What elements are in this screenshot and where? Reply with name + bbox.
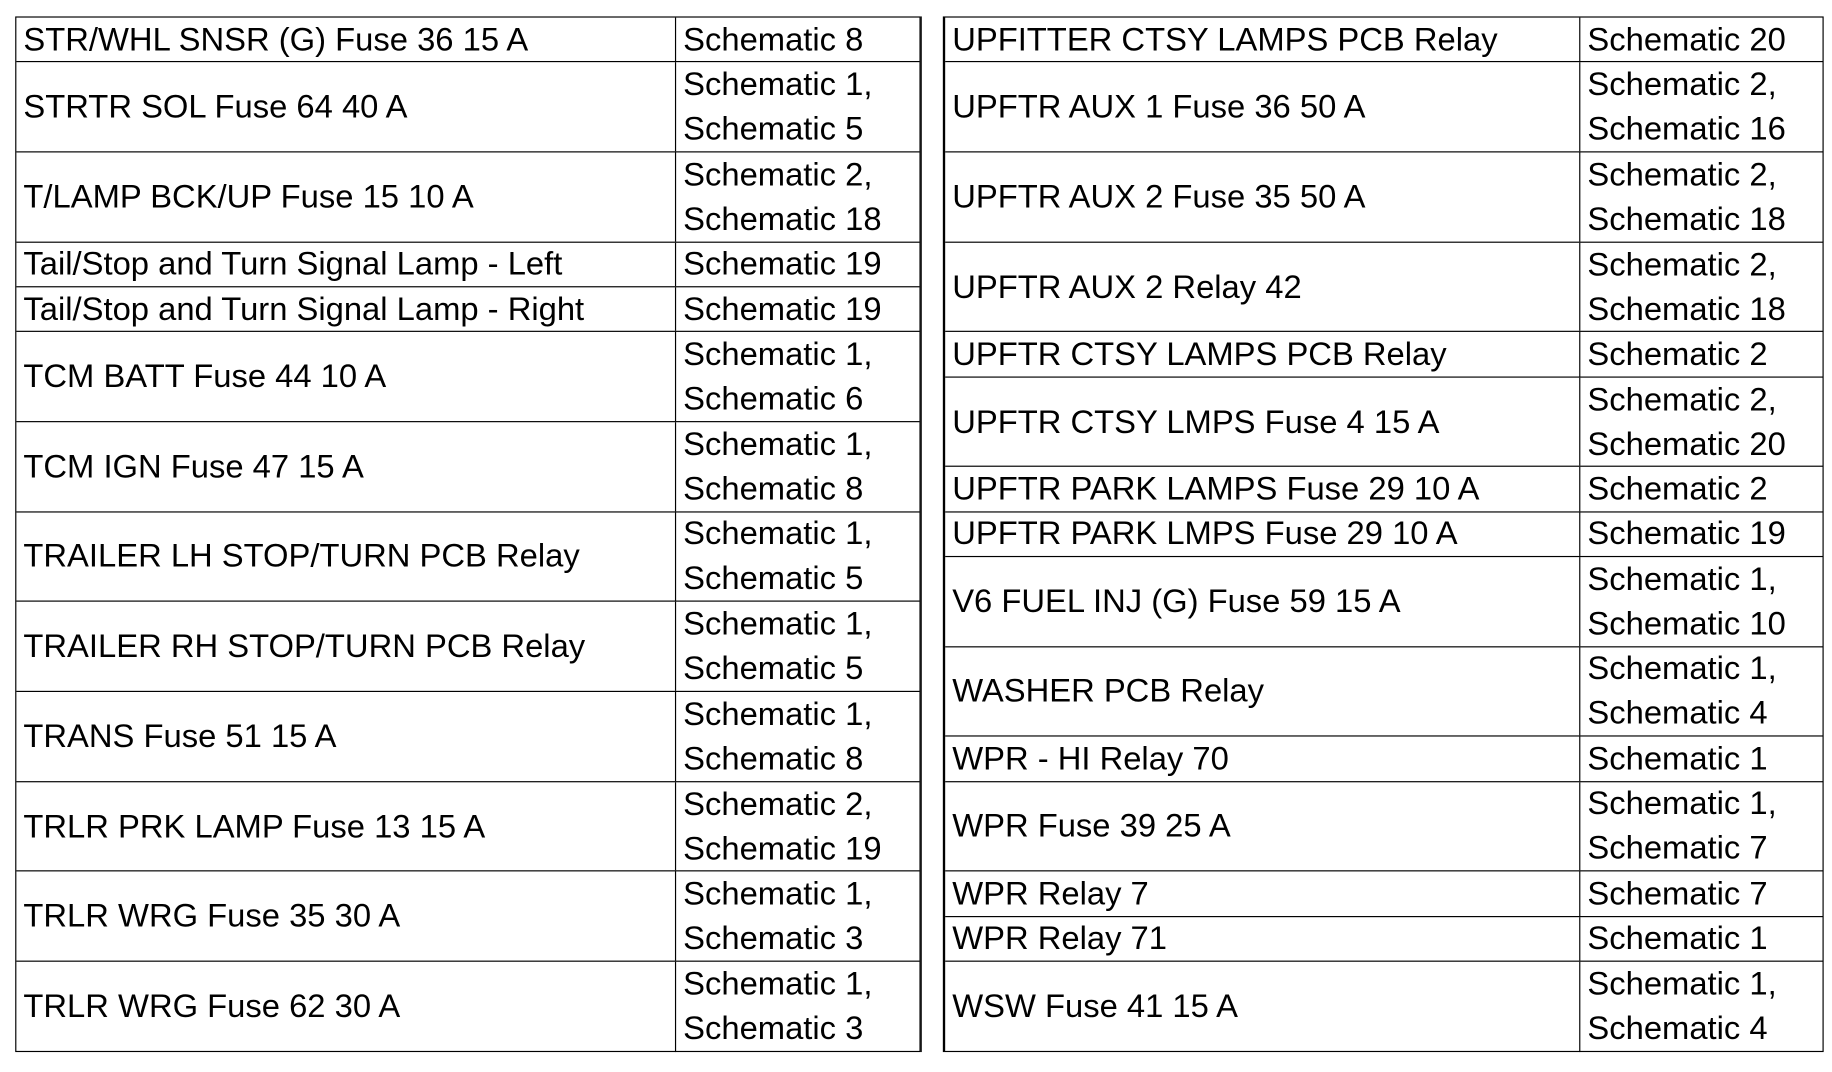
schematic-reference-line: Schematic 19 [683, 290, 882, 327]
table-row [16, 422, 919, 512]
schematic-reference-cell [1580, 782, 1822, 871]
schematic-reference-cell [1580, 512, 1822, 556]
component-name-cell: TRLR WRG Fuse 62 30 A [16, 962, 676, 1052]
schematic-reference-cell [1580, 872, 1822, 916]
component-name-cell: UPFTR AUX 2 Relay 42 [945, 242, 1580, 331]
schematic-reference-line: Schematic 7 [1587, 874, 1768, 912]
schematic-reference-line: Schematic 7 [1587, 829, 1768, 867]
schematic-reference-line: Schematic 1, [1587, 650, 1777, 687]
schematic-reference-cell [1580, 152, 1822, 241]
schematic-reference-line: Schematic 16 [1587, 110, 1786, 147]
component-name-cell: UPFTR AUX 1 Fuse 36 50 A [945, 63, 1580, 152]
component-name-cell: V6 FUEL INJ (G) Fuse 59 15 A [945, 557, 1580, 646]
schematic-reference-cell [676, 872, 919, 961]
schematic-reference-cell [1580, 63, 1822, 152]
schematic-reference-cell [1580, 962, 1822, 1052]
table-row [945, 512, 1822, 557]
schematic-reference-cell [676, 63, 919, 152]
table-row [945, 737, 1822, 782]
table-row [945, 872, 1822, 917]
column-divider-left [921, 16, 922, 1052]
table-row [945, 18, 1822, 63]
schematic-reference-cell [1580, 18, 1822, 62]
schematic-reference-line: Schematic 19 [683, 829, 882, 867]
table-row [16, 512, 919, 602]
table-row [945, 467, 1822, 512]
schematic-reference-line: Schematic 2, [1587, 245, 1777, 283]
schematic-reference-line: Schematic 19 [683, 245, 882, 282]
table-row [16, 18, 919, 63]
schematic-reference-line: Schematic 1 [1587, 740, 1768, 777]
table-row [945, 242, 1822, 332]
table-row [945, 377, 1822, 467]
schematic-reference-cell [1580, 557, 1822, 646]
component-name-cell: TCM BATT Fuse 44 10 A [16, 332, 676, 421]
schematic-reference-line: Schematic 2 [1587, 470, 1768, 507]
schematic-reference-cell [676, 18, 919, 62]
schematic-reference-cell [676, 422, 919, 511]
schematic-reference-cell [676, 332, 919, 421]
schematic-reference-cell [676, 962, 919, 1052]
schematic-reference-line: Schematic 5 [683, 649, 864, 687]
schematic-reference-line: Schematic 1 [1587, 919, 1768, 957]
table-row [945, 332, 1822, 377]
schematic-reference-line: Schematic 18 [683, 200, 882, 237]
component-name-cell: UPFTR PARK LMPS Fuse 29 10 A [945, 512, 1580, 556]
schematic-reference-cell [676, 242, 919, 286]
component-name-cell: STR/WHL SNSR (G) Fuse 36 15 A [16, 18, 676, 62]
component-name-cell: UPFITTER CTSY LAMPS PCB Relay [945, 18, 1580, 62]
schematic-reference-cell [676, 692, 919, 781]
schematic-reference-line: Schematic 4 [1587, 694, 1768, 732]
schematic-reference-line: Schematic 8 [683, 20, 864, 58]
schematic-reference-line: Schematic 20 [1587, 20, 1786, 58]
component-name-cell: STRTR SOL Fuse 64 40 A [16, 63, 676, 152]
schematic-reference-line: Schematic 1, [683, 515, 873, 552]
component-name-cell: WPR Relay 71 [945, 917, 1580, 961]
component-name-cell: WPR Relay 7 [945, 872, 1580, 916]
table-row [945, 152, 1822, 242]
table-row [945, 63, 1822, 153]
schematic-reference-line: Schematic 1, [683, 425, 873, 462]
schematic-reference-cell [1580, 467, 1822, 511]
schematic-reference-cell [1580, 377, 1822, 466]
schematic-reference-line: Schematic 1, [683, 875, 873, 912]
schematic-reference-line: Schematic 3 [683, 1010, 864, 1047]
schematic-reference-cell [1580, 737, 1822, 781]
table-row [945, 782, 1822, 872]
schematic-reference-line: Schematic 4 [1587, 1010, 1768, 1047]
schematic-reference-line: Schematic 5 [683, 560, 864, 597]
component-name-cell: Tail/Stop and Turn Signal Lamp - Left [16, 242, 676, 286]
schematic-reference-line: Schematic 20 [1587, 425, 1786, 462]
component-name-cell: TRAILER RH STOP/TURN PCB Relay [16, 602, 676, 691]
component-name-cell: TCM IGN Fuse 47 15 A [16, 422, 676, 511]
component-name-cell: WSW Fuse 41 15 A [945, 962, 1580, 1052]
component-name-cell: UPFTR PARK LAMPS Fuse 29 10 A [945, 467, 1580, 511]
schematic-reference-line: Schematic 8 [683, 470, 864, 507]
schematic-reference-cell [676, 287, 919, 331]
schematic-reference-line: Schematic 2, [1587, 155, 1777, 193]
schematic-reference-cell [1580, 332, 1822, 376]
schematic-reference-line: Schematic 1, [683, 695, 873, 732]
schematic-reference-line: Schematic 1, [683, 65, 873, 103]
table-row [16, 152, 919, 242]
left-index-table [15, 16, 920, 1052]
schematic-reference-line: Schematic 1, [1587, 560, 1777, 597]
schematic-reference-line: Schematic 2 [1587, 335, 1768, 372]
schematic-reference-line: Schematic 6 [683, 380, 864, 417]
schematic-reference-line: Schematic 2, [1587, 65, 1777, 103]
component-name-cell: TRLR PRK LAMP Fuse 13 15 A [16, 782, 676, 871]
schematic-reference-cell [676, 782, 919, 871]
schematic-reference-line: Schematic 2, [683, 155, 873, 193]
schematic-reference-line: Schematic 18 [1587, 290, 1786, 327]
table-row [945, 647, 1822, 737]
table-row [945, 557, 1822, 647]
component-name-cell: UPFTR CTSY LAMPS PCB Relay [945, 332, 1580, 376]
table-row [16, 962, 919, 1052]
schematic-reference-cell [676, 602, 919, 691]
schematic-reference-line: Schematic 1, [1587, 785, 1777, 822]
schematic-reference-cell [676, 152, 919, 241]
component-name-cell: WPR - HI Relay 70 [945, 737, 1580, 781]
schematic-reference-cell [676, 512, 919, 601]
component-name-cell: TRLR WRG Fuse 35 30 A [16, 872, 676, 961]
component-name-cell: UPFTR AUX 2 Fuse 35 50 A [945, 152, 1580, 241]
schematic-reference-line: Schematic 1, [1587, 965, 1777, 1002]
component-name-cell: WPR Fuse 39 25 A [945, 782, 1580, 871]
table-row [945, 917, 1822, 962]
table-row [16, 63, 919, 153]
table-row [16, 242, 919, 287]
schematic-reference-line: Schematic 10 [1587, 604, 1786, 642]
table-row [16, 782, 919, 872]
component-name-cell: TRAILER LH STOP/TURN PCB Relay [16, 512, 676, 601]
component-name-cell: T/LAMP BCK/UP Fuse 15 10 A [16, 152, 676, 241]
table-row [16, 287, 919, 332]
table-row [16, 602, 919, 692]
table-row [16, 872, 919, 962]
schematic-reference-line: Schematic 19 [1587, 515, 1786, 552]
table-row [945, 962, 1822, 1052]
schematic-reference-line: Schematic 5 [683, 110, 864, 147]
table-row [16, 692, 919, 782]
schematic-reference-cell [1580, 647, 1822, 736]
component-name-cell: TRANS Fuse 51 15 A [16, 692, 676, 781]
schematic-reference-line: Schematic 2, [1587, 380, 1777, 417]
component-name-cell: WASHER PCB Relay [945, 647, 1580, 736]
schematic-reference-line: Schematic 18 [1587, 200, 1786, 237]
component-name-cell: UPFTR CTSY LMPS Fuse 4 15 A [945, 377, 1580, 466]
schematic-reference-line: Schematic 2, [683, 785, 873, 822]
schematic-reference-cell [1580, 242, 1822, 331]
schematic-reference-line: Schematic 1, [683, 335, 873, 372]
schematic-reference-line: Schematic 3 [683, 919, 864, 957]
right-index-table [944, 16, 1824, 1052]
schematic-reference-cell [1580, 917, 1822, 961]
schematic-reference-line: Schematic 1, [683, 605, 873, 642]
schematic-reference-line: Schematic 8 [683, 739, 864, 777]
table-row [16, 332, 919, 422]
component-name-cell: Tail/Stop and Turn Signal Lamp - Right [16, 287, 676, 331]
schematic-reference-line: Schematic 1, [683, 965, 873, 1003]
